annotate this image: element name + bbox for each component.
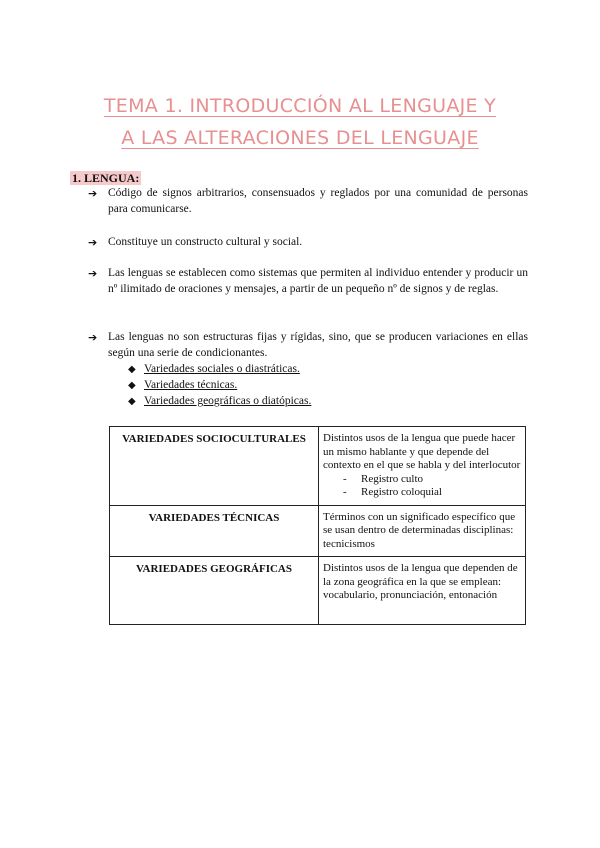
sub-bullet-text: Variedades geográficas o diatópicas. (144, 395, 312, 407)
bullet-text: Las lenguas se establecen como sistemas que permiten al individuo entender y producir un nº ilimitado de oraciones y mensajes, a partir de un pequeño nº de signos y de reglas. (108, 267, 528, 295)
table-header-cell: VARIEDADES SOCIOCULTURALES (110, 427, 319, 506)
register-label: Registro coloquial (361, 486, 442, 498)
register-item: - Registro culto (343, 472, 424, 485)
bullet-text: Las lenguas no son estructuras fijas y rígidas, sino, que se producen variaciones en ellas según una serie de condicionantes. (108, 331, 528, 359)
sub-bullet-item (128, 362, 300, 377)
arrow-right-icon: ➔ (88, 331, 98, 344)
sub-bullet-item (128, 378, 237, 393)
sub-bullet-text: Variedades sociales o diastráticas. (144, 363, 300, 375)
table-header-cell: VARIEDADES TÉCNICAS (110, 505, 319, 557)
diamond-icon: ◆ (128, 364, 136, 375)
page-title (40, 90, 560, 154)
table-description-cell (319, 427, 526, 506)
table-description-cell: Distintos usos de la lengua que dependen de la zona geográfica en la que se emplean: vocabulario, pronunciación, entonación (319, 557, 526, 625)
varieties-table (109, 426, 526, 625)
bullet-item (88, 186, 528, 217)
sub-bullet-item (128, 394, 311, 409)
bullet-item (88, 330, 528, 361)
section-heading: 1. LENGUA: (72, 171, 140, 185)
register-item: - Registro coloquial (343, 486, 442, 498)
description-text: Distintos usos de la lengua que puede hacer un mismo hablante y que depende del contexto en el que se habla y del interlocutor (323, 432, 521, 471)
diamond-icon: ◆ (128, 380, 136, 391)
sub-bullet-text: Variedades técnicas. (144, 379, 238, 391)
title-line-1: TEMA 1. INTRODUCCIÓN AL LENGUAJE Y (103, 95, 497, 117)
table-row (110, 505, 526, 557)
bullet-text: Código de signos arbitrarios, consensuados y reglados por una comunidad de personas para comunicarse. (108, 187, 528, 215)
arrow-right-icon: ➔ (88, 267, 98, 280)
arrow-right-icon: ➔ (88, 236, 98, 249)
arrow-right-icon: ➔ (88, 187, 98, 200)
table-row (110, 557, 526, 625)
diamond-icon: ◆ (128, 396, 136, 407)
bullet-item (88, 266, 528, 297)
bullet-text: Constituye un constructo cultural y social. (108, 236, 303, 248)
table-row (110, 427, 526, 506)
table-description-cell: Términos con un significado específico que se usan dentro de determinadas disciplinas: tecnicismos (319, 505, 526, 557)
title-line-2: A LAS ALTERACIONES DEL LENGUAJE (121, 127, 479, 149)
table-header-cell: VARIEDADES GEOGRÁFICAS (110, 557, 319, 625)
bullet-item (88, 235, 528, 251)
register-label: Registro culto (361, 472, 424, 485)
